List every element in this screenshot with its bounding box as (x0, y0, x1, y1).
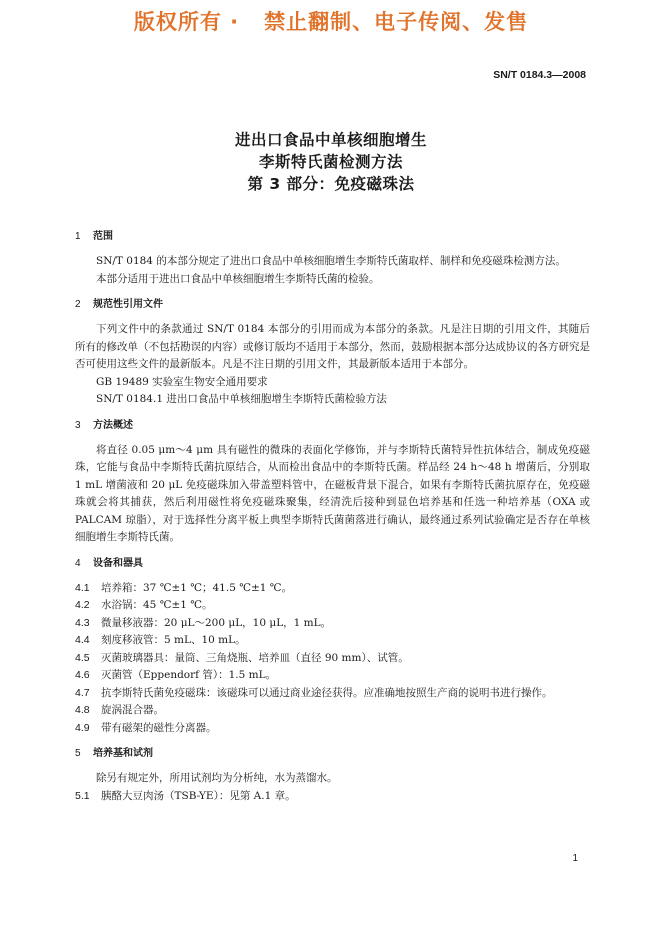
list-item (75, 632, 590, 650)
item-text: 抗李斯特氏菌免疫磁珠：该磁珠可以通过商业途径获得。应准确地按照生产商的说明书进行操作。 (101, 686, 553, 699)
document-body (75, 229, 590, 805)
item-text: 刻度移液管：5 mL、10 mL。 (101, 634, 246, 646)
list-item (75, 667, 590, 685)
list-item (75, 788, 590, 806)
item-number: 4.3 (75, 616, 90, 629)
page-number: 1 (572, 853, 578, 864)
list-item (75, 580, 590, 598)
item-number: 4.1 (75, 581, 90, 594)
item-text: 灭菌玻璃器具：量筒、三角烧瓶、培养皿（直径 90 mm）、试管。 (101, 651, 409, 664)
item-number: 4.9 (75, 721, 90, 734)
paragraph: SN/T 0184 的本部分规定了进出口食品中单核细胞增生李斯特氏菌取样、制样和免疫磁珠检测方法。 (96, 255, 566, 267)
reference-entry: SN/T 0184.1 进出口食品中单核细胞增生李斯特氏菌检验方法 (96, 393, 387, 405)
section-number: 2 (75, 299, 81, 310)
item-text: 胰酪大豆肉汤（TSB-YE）：见第 A.1 章。 (101, 789, 296, 802)
section-heading-method-overview (75, 418, 590, 434)
item-number: 4.2 (75, 599, 90, 611)
list-item (75, 650, 590, 668)
title-line-2: 李斯特氏菌检测方法 (258, 153, 403, 171)
item-text: 灭菌管（Eppendorf 管）：1.5 mL。 (101, 669, 277, 681)
item-text: 水浴锅：45 ℃±1 ℃。 (101, 599, 213, 611)
list-item (75, 702, 590, 720)
section-heading-scope (75, 229, 590, 245)
document-title (0, 129, 662, 195)
list-item (75, 597, 590, 615)
section-number: 1 (75, 231, 81, 242)
section-title: 培养基和试剂 (93, 748, 153, 759)
item-text: 带有磁架的磁性分离器。 (101, 721, 217, 734)
standard-number: SN/T 0184.3—2008 (493, 69, 586, 81)
title-line-3: 第 3 部分：免疫磁珠法 (247, 175, 415, 193)
paragraph: 除另有规定外，所用试剂均为分析纯，水为蒸馏水。 (96, 772, 338, 784)
section-heading-media-reagents (75, 746, 590, 762)
section-number: 5 (75, 748, 81, 759)
item-number: 4.6 (75, 669, 90, 681)
item-number: 4.4 (75, 634, 90, 646)
section-number: 4 (75, 557, 81, 569)
section-number: 3 (75, 419, 81, 431)
item-text: 旋涡混合器。 (101, 704, 164, 716)
paragraph: 本部分适用于进出口食品中单核细胞增生李斯特氏菌的检验。 (96, 272, 380, 285)
paragraph: 下列文件中的条款通过 SN/T 0184 本部分的引用而成为本部分的条款。凡是注日期的引用文件，其随后所有的修改单（不包括勘误的内容）或修订版均不适用于本部分，然而，鼓励根据本部分达成协议的各方研究是否可使用这些文件的最新版本。凡是不注日期的引用文件，其最新版本适用于本部分。 (75, 323, 590, 370)
item-number: 4.8 (75, 704, 90, 716)
reference-entry: GB 19489 实验室生物安全通用要求 (96, 375, 268, 388)
section-heading-normative-references (75, 297, 590, 313)
title-line-1: 进出口食品中单核细胞增生 (234, 131, 427, 149)
section-title: 范围 (93, 231, 113, 242)
item-number: 4.5 (75, 651, 90, 664)
list-item (75, 685, 590, 703)
list-item (75, 615, 590, 633)
section-title: 规范性引用文件 (93, 299, 163, 310)
section-heading-equipment (75, 556, 590, 572)
section-title: 方法概述 (93, 419, 133, 431)
copyright-watermark: 版权所有 · 禁止翻制、电子传阅、发售 (133, 10, 529, 34)
section-title: 设备和器具 (93, 557, 143, 569)
item-text: 培养箱：37 ℃±1 ℃；41.5 ℃±1 ℃。 (101, 581, 293, 594)
list-item (75, 720, 590, 738)
item-number: 4.7 (75, 686, 90, 699)
paragraph: 将直径 0.05 μm～4 μm 具有磁性的微珠的表面化学修饰，并与李斯特氏菌特异性抗体结合，制成免疫磁珠，它能与食品中李斯特氏菌抗原结合，从而检出食品中的李斯特氏菌。样品经 24 h～48 h 增菌后，分别取 1 mL 增菌液和 20 μL 免疫磁珠加入带盖塑料管中，在磁板背景下混合，如果有李斯特氏菌抗原存在，免疫磁珠就会将其捕获，然后利用磁性将免疫磁珠聚集，经清洗后接种到显色培养基和任选一种培养基（OXA 或 PALCAM 琼脂），对于选择性分离平板上典型李斯特氏菌菌落进行确认，最终通过系列试验确定是否存在单核细胞增生李斯特氏菌。 (75, 443, 590, 543)
item-text: 微量移液器：20 μL～200 μL，10 μL，1 mL。 (101, 616, 332, 629)
item-number: 5.1 (75, 789, 90, 802)
